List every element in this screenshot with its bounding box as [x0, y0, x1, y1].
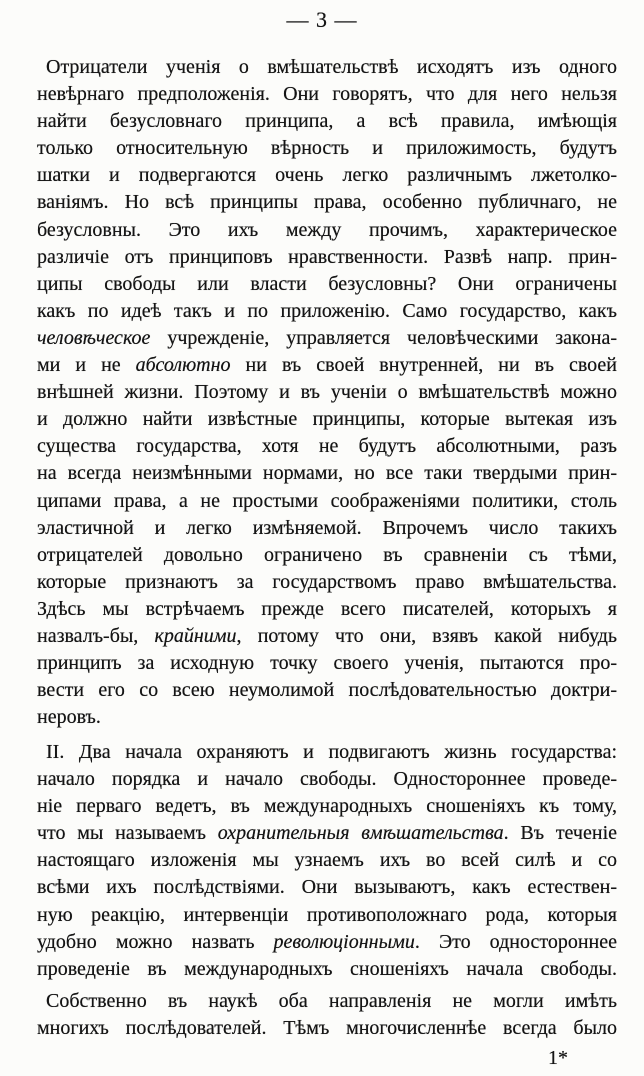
text-line: начало порядка и начало свободы. Одностороннее проведе-: [37, 768, 617, 791]
text-line: неровъ.: [37, 706, 101, 729]
page-number-header: — 3 —: [286, 7, 358, 32]
text-line: [37, 352, 617, 379]
italic-term: революціонными: [273, 930, 415, 953]
text-line: невѣрнаго предположенія. Они говорятъ, что для него нельзя: [37, 83, 617, 106]
text-line: [37, 325, 617, 352]
italic-term: абсолютно: [135, 354, 231, 377]
text-segment: ни въ своей внутренней, ни въ своей: [230, 354, 617, 377]
italic-term: охранительныя вмѣшательства: [217, 822, 504, 845]
text-line: Собственно въ наукѣ оба направленія не могли имѣть: [46, 990, 617, 1012]
text-segment: что мы называемъ: [37, 822, 218, 845]
text-line: проведеніе въ международныхъ сношеніяхъ начала свободы.: [37, 957, 617, 980]
text-line: отрицателей довольно ограничено въ сравненіи съ тѣми,: [37, 543, 617, 566]
paragraph-3: [37, 988, 617, 1042]
text-line: Здѣсь мы встрѣчаемъ прежде всего писателей, которыхъ я: [37, 597, 617, 620]
text-line: принципъ за исходную точку своего ученія, пытаются про-: [37, 652, 617, 675]
text-line: ніе перваго ведетъ, въ международныхъ сношеніяхъ къ тому,: [37, 795, 617, 818]
text-line: [37, 623, 617, 650]
text-segment: назвалъ-бы,: [37, 624, 155, 647]
text-segment: ми и не: [37, 354, 136, 377]
text-line: вести его со всею неумолимой послѣдовательностью доктри-: [37, 679, 617, 702]
text-line: ципы свободы или власти безусловны? Они ограничены: [37, 272, 617, 295]
text-line: ваніямъ. Но всѣ принципы права, особенно публичнаго, не: [37, 191, 617, 214]
text-line: внѣшней жизни. Поэтому и въ ученіи о вмѣшательствѣ можно: [37, 381, 617, 404]
text-line: многихъ послѣдователей. Тѣмъ многочисленнѣе всегда было: [37, 1017, 617, 1040]
italic-term: человѣческое: [37, 326, 151, 349]
text-line: найти безусловнаго принципа, а всѣ правила, имѣющія: [37, 110, 617, 133]
text-line: только относительную вѣрность и приложимость, будутъ: [37, 137, 617, 160]
text-line: существа государства, хотя не будутъ абсолютными, разъ: [37, 435, 617, 458]
text-segment: удобно можно назвать: [37, 930, 274, 953]
text-line: ную реакцію, интервенціи противоположнаго рода, которыя: [37, 903, 617, 926]
text-line: на всегда неизмѣнными нормами, но все таки твердыми прин-: [37, 462, 617, 485]
text-line: [37, 929, 617, 956]
text-line: и должно найти извѣстные принципы, которые вытекая изъ: [37, 408, 617, 431]
signature-mark: 1*: [548, 1047, 568, 1069]
text-line: эластичной и легко измѣняемой. Впрочемъ число такихъ: [37, 516, 617, 539]
text-segment: . Въ теченіе: [503, 822, 618, 845]
text-line: II. Два начала охраняютъ и подвигаютъ жизнь государства:: [46, 741, 617, 763]
text-segment: . Это одностороннее: [414, 930, 617, 953]
paragraph-1: [37, 54, 617, 731]
text-line: шатки и подвергаются очень легко различнымъ лжетолко-: [37, 164, 617, 187]
paragraph-2: [37, 739, 617, 983]
text-line: настоящаго изложенія мы узнаемъ ихъ во всей силѣ и со: [37, 849, 617, 872]
text-line: Отрицатели ученія о вмѣшательствѣ исходятъ изъ одного: [46, 56, 617, 78]
text-line: безусловны. Это ихъ между прочимъ, характерическое: [37, 218, 617, 241]
italic-term: крайними: [154, 624, 237, 647]
text-line: какъ по идеѣ такъ и по приложенію. Само государство, какъ: [37, 299, 617, 322]
text-segment: , потому что они, взявъ какой нибудь: [236, 624, 618, 647]
text-line: всѣми ихъ послѣдствіями. Они вызываютъ, какъ естествен-: [37, 876, 617, 899]
text-line: различіе отъ принциповъ нравственности. Развѣ напр. прин-: [37, 245, 617, 268]
text-line: которые признаютъ за государствомъ право вмѣшательства.: [37, 570, 617, 593]
text-line: ципами права, а не простыми соображеніями политики, столь: [37, 489, 617, 512]
text-segment: учрежденіе, управляется человѣческими закона-: [150, 326, 617, 349]
text-line: [37, 820, 617, 847]
